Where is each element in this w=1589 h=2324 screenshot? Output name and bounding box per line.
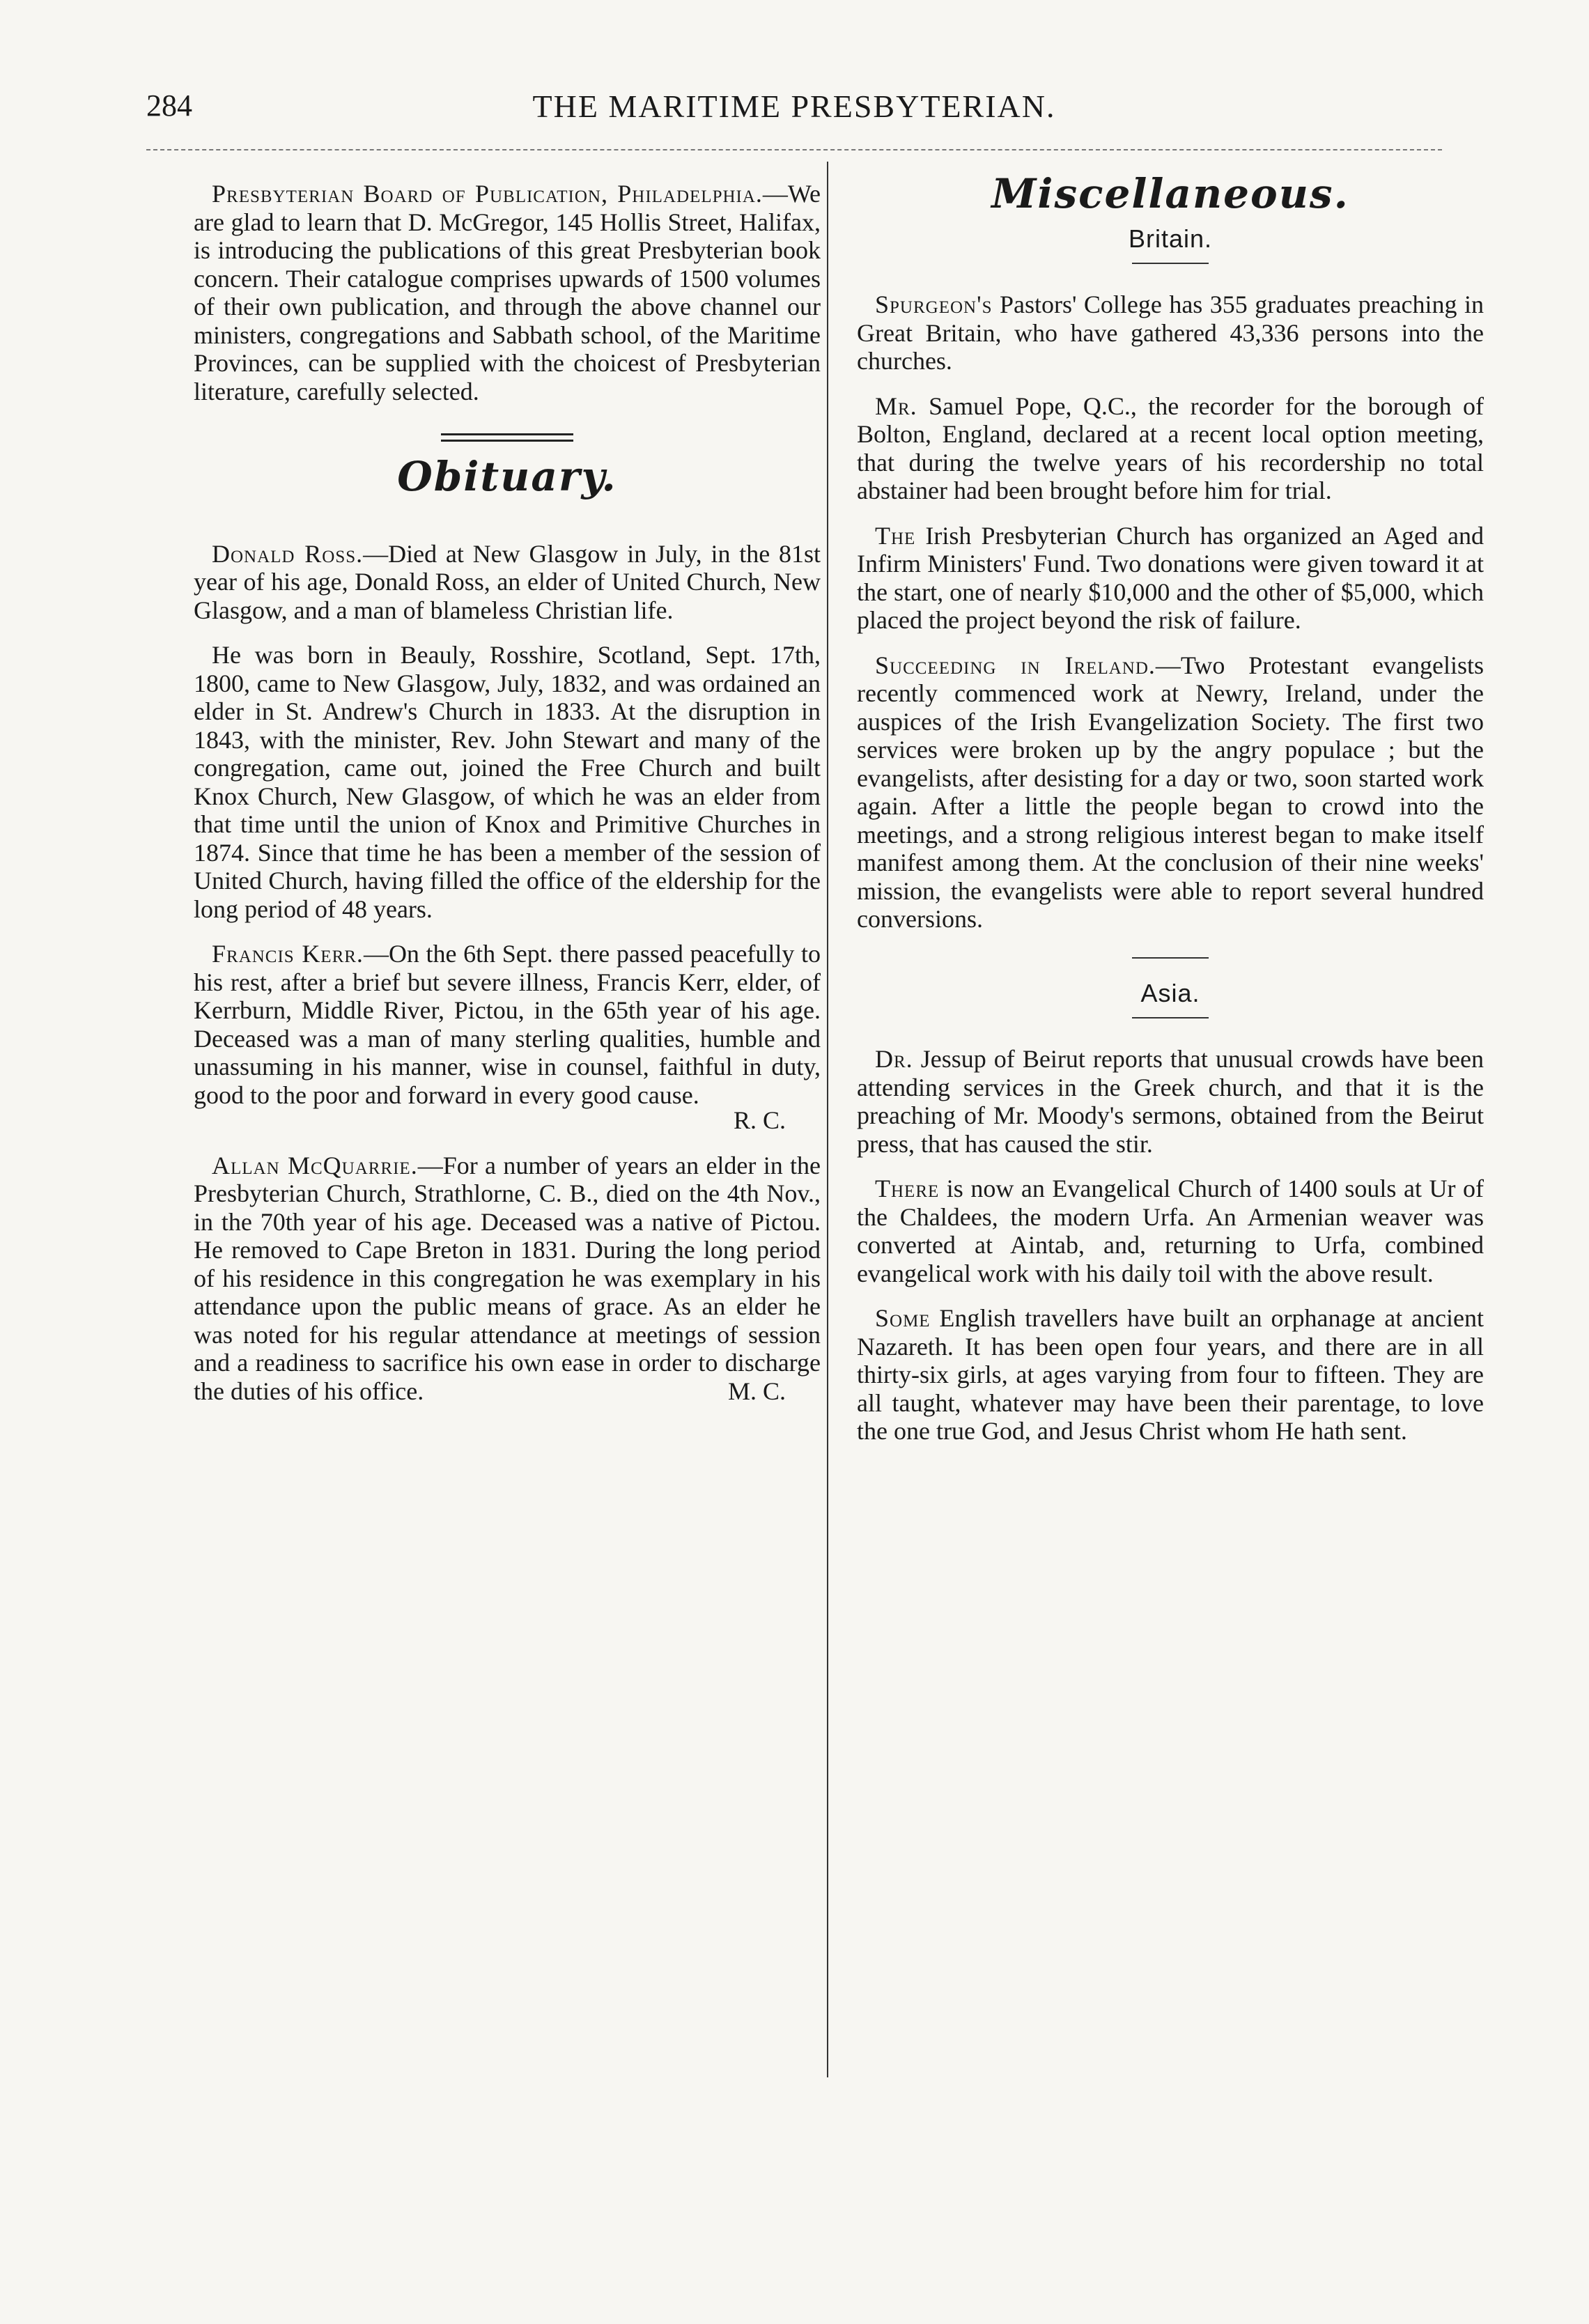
item-text: Jessup of Beirut reports that unusual crowds have been attending services in the Greek church, and that it is the preaching of Mr. Moody's sermons, obtained from the Beirut press, that has caused the stir. [857,1045,1484,1158]
miscellaneous-heading: Miscellaneous. [991,170,1349,217]
obituary-donald-ross-continued: He was born in Beauly, Rosshire, Scotland, Sept. 17th, 1800, came to New Glasgow, July, 1832, and was ordained an elder in St. Andrew's Church in 1833. At the disruption in 1843, with the minister, Rev. John Stewart and many of the congregation, came out, joined the Free Church and built Knox Church, New Glasgow, of which he was an elder from that time until the union of Knox and Primitive Churches in 1874. Since that time he has been a member of the session of United Church, having filled the office of the eldership for the long period of 48 years. [194,641,821,923]
obituary-name: Allan McQuarrie. [212,1151,418,1179]
item-succeeding-in-ireland [857,651,1484,934]
item-text: English travellers have built an orphanage at ancient Nazareth. It has been open four years, and there are in all thirty-six girls, at ages varying from four to fifteen. They are all taught, whatever may have been their parentage, to love the one true God, and Jesus Christ whom He hath sent. [857,1304,1484,1445]
item-text: Irish Presbyterian Church has organized an Aged and Infirm Ministers' Fund. Two donations were given toward it at the start, one of nearly $10,000 and the other of $5,000, which placed the project beyond the risk of failure. [857,521,1484,634]
item-lead: Spurgeon's [875,290,993,318]
item-nazareth [857,1304,1484,1446]
left-column [194,180,821,1422]
item-ur-chaldees [857,1175,1484,1287]
item-text: —Two Protestant evangelists recently commenced work at Newry, Ireland, under the auspices of the Irish Evangelization Society. The first two services were broken up by the angry populace ; but the evangelists, after desisting for a day or two, soon started work again. After a little the people began to crowd into the meetings, and a strong religious interest began to make itself manifest among them. At the conclusion of their nine weeks' mission, the evangelists were able to report several hundred conversions. [857,651,1484,933]
item-samuel-pope [857,392,1484,505]
obituary-donald-ross [194,540,821,625]
item-text: is now an Evangelical Church of 1400 souls at Ur of the Chaldees, the modern Urfa. An Armenian weaver was converted at Aintab, and, returning to Urfa, combined evangelical work with his daily toil with the above result. [857,1175,1484,1287]
running-title: THE MARITIME PRESBYTERIAN. [532,88,1056,124]
short-rule [1132,263,1209,264]
notice-text: —We are glad to learn that D. McGregor, 145 Hollis Street, Halifax, is introducing the publications of this great Presbyterian book concern. Their catalogue comprises upwards of 1500 volumes of their own publication, and through the above channel our ministers, congregations and Sabbath school, of the Maritime Provinces, can be supplied with the choicest of Presbyterian literature, carefully selected. [194,180,821,405]
item-lead: The [875,521,916,550]
asia-heading: Asia. [1140,978,1200,1007]
header-rule [146,149,1442,150]
obituary-name: Donald Ross. [212,539,364,568]
item-lead: There [875,1175,940,1202]
short-rule [1132,1017,1209,1018]
britain-heading: Britain. [1128,224,1213,253]
item-irish-presbyterian [857,522,1484,635]
notice-lead: Presbyterian Board of Publication, Philadelphia. [212,180,763,208]
obituary-text: —For a number of years an elder in the Presbyterian Church, Strathlorne, C. B., died on the 4th Nov., in the 70th year of his age. Deceased was a native of Pictou. He removed to Cape Breton in 1831. During the long period of his residence in this congregation he was exemplary in his attendance upon the public means of grace. As an elder he was noted for his regular attendance at meetings of session and a readiness to sacrifice his own ease in order to discharge the duties of his office. [194,1151,821,1405]
item-lead: Mr. [875,392,917,420]
item-text: Samuel Pope, Q.C., the recorder for the borough of Bolton, England, declared at a recent local option meeting, that during the twelve years of his recordership no total abstainer had been brought before him for trial. [857,392,1484,504]
obituary-allan-mcquarrie [194,1152,821,1406]
obituary-text: —Died at New Glasgow in July, in the 81st year of his age, Donald Ross, an elder of United Church, New Glasgow, and a man of blameless Christian life. [194,539,821,624]
item-lead: Succeeding in Ireland. [875,651,1156,679]
obituary-heading: Obituary. [397,453,617,500]
section-double-rule [441,433,573,442]
column-divider [827,162,828,2077]
page-number: 284 [146,88,192,123]
item-spurgeon [857,290,1484,375]
obituary-text: —On the 6th Sept. there passed peacefully to his rest, after a brief but severe illness, Francis Kerr, elder, of Kerrburn, Middle River, Pictou, in the 65th year of his age. Deceased was a man of many sterling qualities, humble and unassuming in his manner, wise in counsel, faithful in duty, good to the poor and forward in every good cause. [194,940,821,1109]
section-rule [1132,957,1209,959]
board-of-publication-notice [194,180,821,405]
item-text: Pastors' College has 355 graduates preaching in Great Britain, who have gathered 43,336 persons into the churches. [857,290,1484,375]
page-header [146,88,1442,130]
obituary-francis-kerr [194,940,821,1109]
signature-rc: R. C. [733,1106,786,1134]
obituary-name: Francis Kerr. [212,940,364,968]
signature-mc: M. C. [727,1377,786,1405]
right-column [857,170,1484,1462]
item-jessup [857,1045,1484,1158]
item-lead: Dr. [875,1045,913,1073]
item-lead: Some [875,1304,931,1332]
